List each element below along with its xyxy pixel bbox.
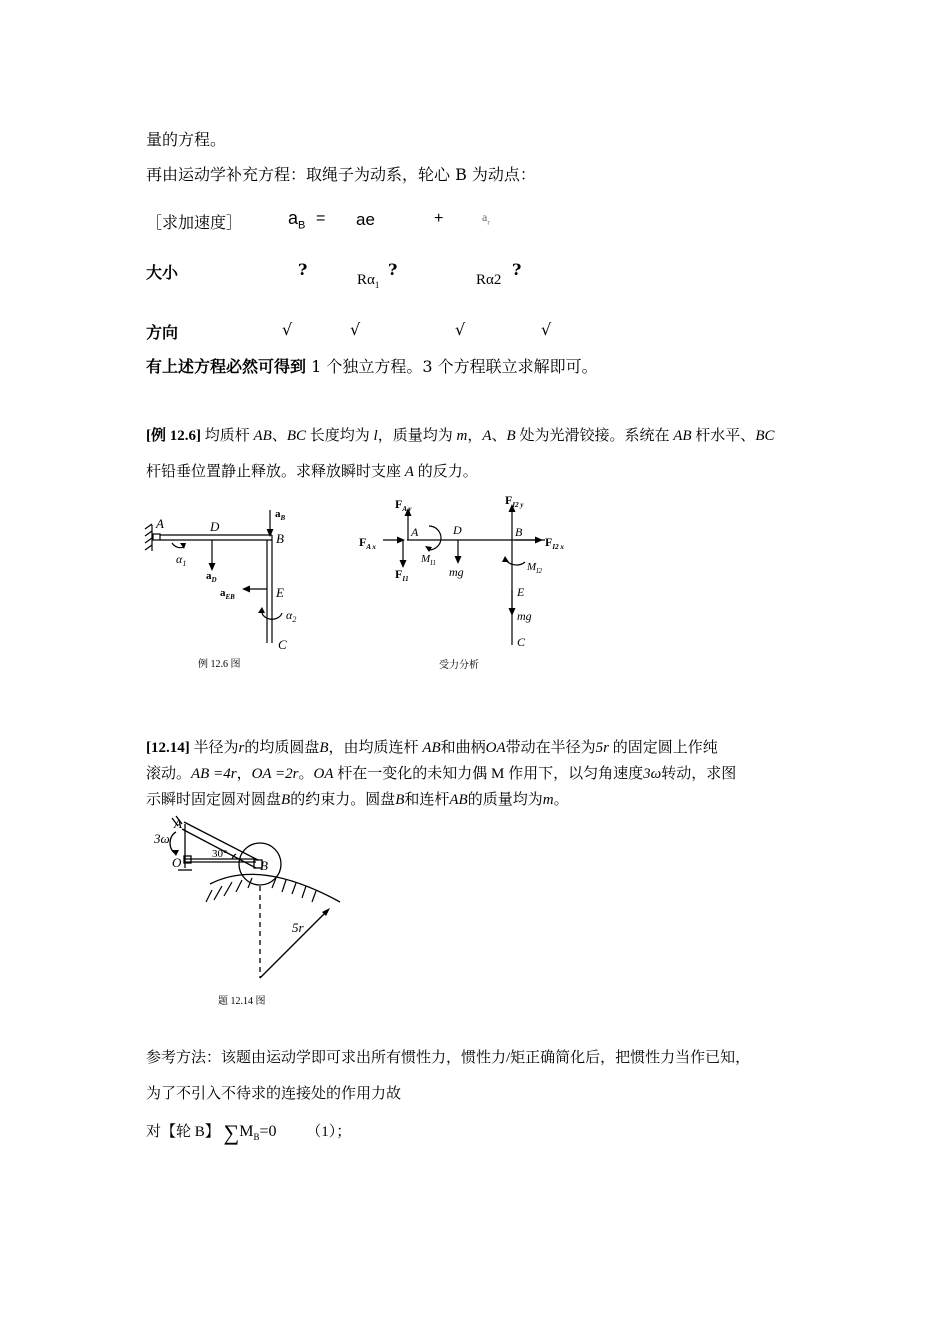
size-q1: ? bbox=[298, 260, 308, 279]
fig1-label-aD: $a_D$ bbox=[206, 570, 217, 584]
accel-label: ［求加速度］ bbox=[146, 213, 243, 232]
accel-ar: $a_r$ bbox=[482, 210, 490, 227]
fig2-label-B: B bbox=[515, 525, 523, 539]
fig2-label-D: D bbox=[453, 523, 462, 537]
figure-12-6 bbox=[140, 495, 320, 675]
size-q2: ? bbox=[388, 260, 398, 279]
fig3-label-angle: 30° bbox=[212, 848, 228, 860]
fig1-label-aB: $a_B$ bbox=[275, 508, 286, 522]
text-line: 量的方程。 bbox=[146, 130, 227, 149]
fig1-label-C: C bbox=[278, 637, 287, 652]
method-line3: 对【轮 B】 $\sum M_B=0$ （1）； bbox=[146, 1120, 352, 1145]
fig2-label-mg2: mg bbox=[517, 609, 532, 623]
fig1-label-B: B bbox=[276, 531, 284, 546]
accel-equals: = bbox=[316, 210, 326, 227]
problem-12-14-line3: 示瞬时固定圆对圆盘B的约束力。圆盘B和连杆AB的质量均为m。 bbox=[146, 792, 569, 808]
fig1-label-alpha2: $\alpha_2$ bbox=[286, 608, 297, 624]
fig3-label-B: B bbox=[260, 858, 268, 873]
fig1-caption: 例 12.6 图 bbox=[198, 659, 241, 670]
fig2-label-mg1: mg bbox=[449, 565, 464, 579]
fig2-label-C: C bbox=[517, 635, 526, 649]
fig2-label-FI2x: $F_{I2 x}$ bbox=[545, 535, 564, 551]
fig2-label-E: E bbox=[517, 585, 525, 599]
size-Ra1: $R\alpha_1$ bbox=[357, 272, 380, 290]
fig2-label-A: A bbox=[411, 525, 419, 539]
fig3-label-O: O bbox=[172, 855, 182, 870]
method-line2: 为了不引入不待求的连接处的作用力故 bbox=[146, 1086, 402, 1102]
fig2-label-MI1: $M_{I1}$ bbox=[421, 553, 437, 567]
fig2-label-FAx: $F_{A x}$ bbox=[359, 535, 376, 551]
fig1-label-E: E bbox=[276, 585, 284, 600]
accel-aB: $a_B$ bbox=[288, 208, 306, 232]
fig2-label-FI2y: $F_{I2 y}$ bbox=[505, 493, 524, 509]
example-12-6-line2: 杆铅垂位置静止释放。求释放瞬时支座 A 的反力。 bbox=[146, 464, 478, 480]
method-line1: 参考方法：该题由运动学即可求出所有惯性力，惯性力/矩正确简化后，把惯性力当作已知， bbox=[146, 1050, 751, 1066]
fig2-label-MI2: $M_{I2}$ bbox=[527, 561, 543, 575]
fig1-label-aEB: $a_{EB}$ bbox=[220, 587, 235, 601]
size-Ra2: Rα2 bbox=[476, 272, 502, 288]
dir-check-3: √ bbox=[455, 320, 466, 339]
fig3-label-A: A bbox=[174, 816, 182, 831]
fig1-label-A: A bbox=[156, 516, 164, 531]
fig3-caption: 题 12.14 图 bbox=[218, 996, 266, 1007]
example-12-6-line1: [例 12.6] 均质杆 AB、BC 长度均为 l，质量均为 m，A、B 处为光滑铰接。系统在 AB 杆水平、BC bbox=[146, 428, 775, 444]
dir-check-2: √ bbox=[350, 320, 361, 339]
fig2-label-FI1: $F_{I1}$ bbox=[395, 567, 409, 583]
text-line: 再由运动学补充方程：取绳子为动系，轮心 B 为动点： bbox=[146, 165, 536, 184]
dir-check-1: √ bbox=[282, 320, 293, 339]
fig2-label-FAy: $F_{A y}$ bbox=[395, 497, 412, 513]
dir-label: 方向 bbox=[146, 323, 179, 342]
figure-12-14 bbox=[140, 812, 360, 1012]
problem-12-14-line1: [12.14] 半径为r的均质圆盘B，由均质连杆 AB和曲柄OA带动在半径为5r 的固定圆上作纯 bbox=[146, 740, 718, 756]
accel-ae: ae bbox=[356, 210, 375, 229]
problem-12-14-line2: 滚动。AB =4r，OA =2r。OA 杆在一变化的未知力偶 M 作用下，以匀角速度3ω转动，求图 bbox=[146, 766, 737, 782]
fig3-label-omega: 3ω bbox=[154, 831, 170, 846]
fig1-label-alpha1: $\alpha_1$ bbox=[176, 552, 187, 568]
fig1-label-D: D bbox=[210, 519, 220, 534]
size-q3: ? bbox=[512, 260, 522, 279]
size-label: 大小 bbox=[146, 263, 179, 282]
accel-plus: + bbox=[434, 210, 444, 227]
dir-check-4: √ bbox=[541, 320, 552, 339]
conclusion: 有上述方程必然可得到 1 个独立方程。3 个方程联立求解即可。 bbox=[146, 357, 598, 376]
fig3-label-5r: 5r bbox=[292, 920, 304, 935]
figure-force-analysis bbox=[355, 490, 580, 675]
fig2-caption: 受力分析 bbox=[439, 660, 479, 671]
